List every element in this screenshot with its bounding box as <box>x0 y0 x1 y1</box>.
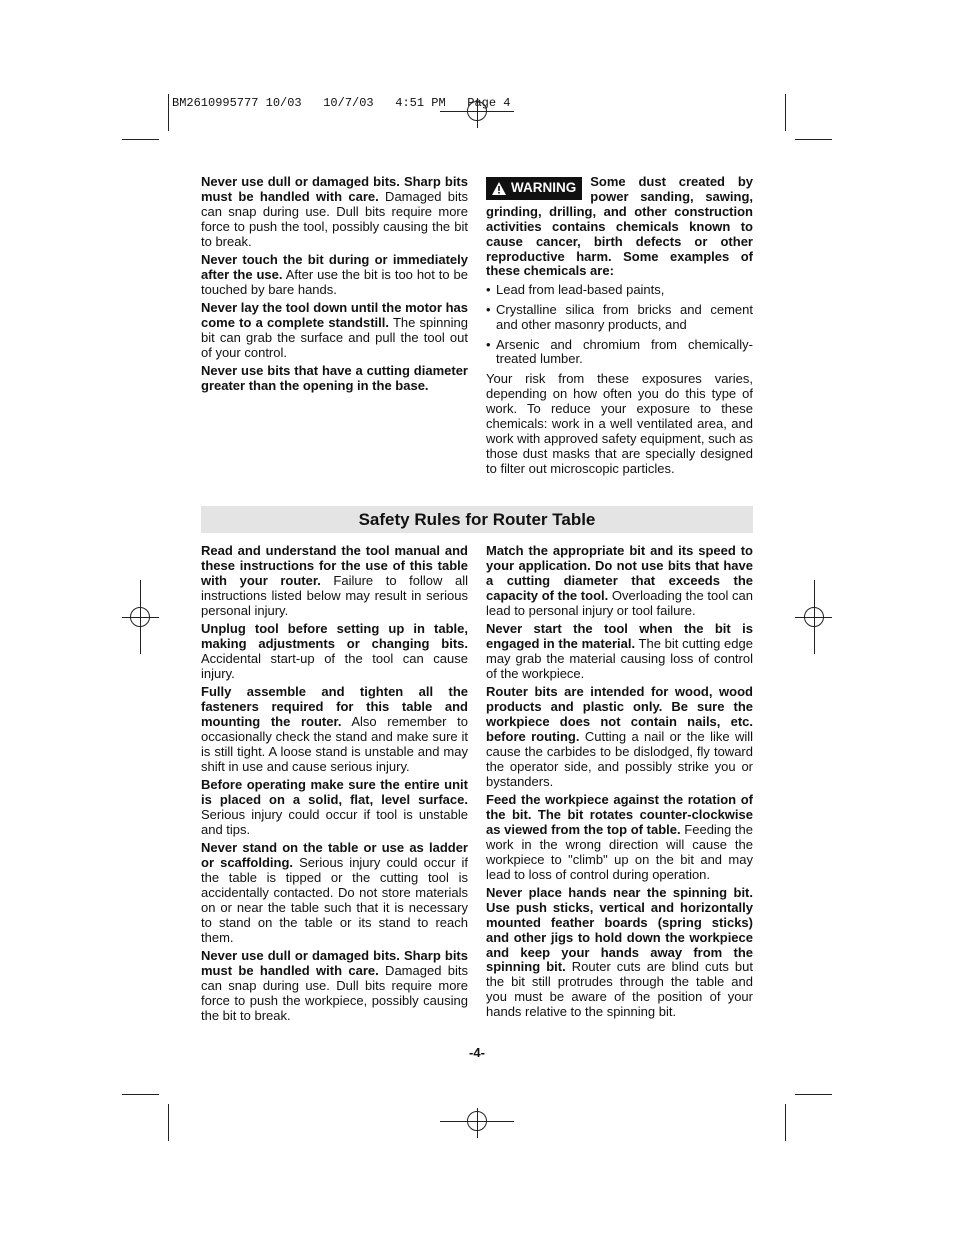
rule-paragraph: Never lay the tool down until the motor has come to a complete standstill. The spinning bit can grab the surface and pull the tool out of your control. <box>201 300 468 360</box>
crop-mark <box>785 1104 786 1141</box>
warning-closing: Your risk from these exposures varies, depending on how often you do this type of work. To reduce your exposure to these chemicals: work in a well ventilated area, and work with approved safety equipment, such as those dust masks that are specially designed to filter out microscopic particles. <box>486 371 753 476</box>
section-title: Safety Rules for Router Table <box>201 506 753 533</box>
rule-paragraph: Never place hands near the spinning bit. Use push sticks, vertical and horizontally mounted feather boards (spring sticks) and other jigs to hold down the workpiece and keep your hands away from the spinning bit. Router cuts are blind cuts but the bit still protrudes through the table and you must be aware of the position of your hands relative to the spinning bit. <box>486 884 754 1020</box>
rule-paragraph: Never stand on the table or use as ladder or scaffolding. Serious injury could occur if the table is tipped or the cutting tool is accidentally contacted. Do not store materials on or near the table such that it is necessary to stand on the table or its stand to reach them. <box>201 840 468 945</box>
warning-paragraph <box>486 175 753 279</box>
crop-mark <box>122 1094 159 1095</box>
rule-paragraph: Fully assemble and tighten all the fasteners required for this table and mounting the router. Also remember to occasionally check the stand and make sure it is still tight. A loose stand is unstable and may shift in use and cause serious injury. <box>201 684 468 774</box>
rule-paragraph: Before operating make sure the entire unit is placed on a solid, flat, level surface. Serious injury could occur if tool is unstable and tips. <box>201 777 468 837</box>
router-rules-right <box>486 544 753 1024</box>
registration-target-icon <box>804 607 824 627</box>
crop-mark <box>795 139 832 140</box>
rule-paragraph: Never use dull or damaged bits. Sharp bits must be handled with care. Damaged bits can snap during use. Dull bits require more force to push the tool, possibly causing the bit to break. <box>201 174 468 249</box>
crop-mark <box>785 94 786 131</box>
rule-paragraph: Never touch the bit during or immediately after the use. After use the bit is too hot to be touched by bare hands. <box>201 252 468 297</box>
crop-mark <box>168 1104 169 1141</box>
page-number: -4- <box>469 1045 485 1060</box>
rule-paragraph: Match the appropriate bit and its speed to your application. Do not use bits that have a cutting diameter that exceeds the capacity of the tool. Overloading the tool can lead to personal injury or tool failure. <box>486 543 753 618</box>
rule-paragraph: Never start the tool when the bit is engaged in the material. The bit cutting edge may grab the material causing loss of control of the workpiece. <box>486 621 753 681</box>
rule-paragraph: Feed the workpiece against the rotation of the bit. The bit rotates counter-clockwise as viewed from the top of table. Feeding the work in the wrong direction will cause the workpiece to "climb" up on the bit and may lead to loss of control during operation. <box>486 792 754 882</box>
rule-paragraph: Never use bits that have a cutting diameter greater than the opening in the base. <box>201 363 468 394</box>
crop-mark <box>795 1094 832 1095</box>
top-left-rules <box>201 175 468 398</box>
print-slug: BM2610995777 10/03 10/7/03 4:51 PM Page 4 <box>172 96 511 110</box>
warning-badge <box>486 177 582 200</box>
warning-lead: Some dust created by power sanding, sawing, grinding, drilling, and other construction activities contains chemicals known to cause cancer, birth defects or other reproductive harm. Some examples of these chemicals are: <box>486 174 753 279</box>
rule-paragraph: Read and understand the tool manual and these instructions for the use of this table with your router. Failure to follow all instructions listed below may result in serious personal injury. <box>201 543 468 618</box>
list-item: • Arsenic and chromium from chemically-treated lumber. <box>486 338 753 368</box>
registration-target-icon <box>467 1111 487 1131</box>
crop-mark <box>168 94 169 131</box>
rule-paragraph: Never use dull or damaged bits. Sharp bits must be handled with care. Damaged bits can snap during use. Dull bits require more force to push the workpiece, possibly causing the bit to break. <box>201 948 468 1023</box>
crop-mark <box>122 139 159 140</box>
list-item: • Crystalline silica from bricks and cement and other masonry products, and <box>486 303 753 333</box>
rule-paragraph: Unplug tool before setting up in table, making adjustments or changing bits. Accidental start-up of the tool can cause injury. <box>201 621 468 681</box>
registration-target-icon <box>130 607 150 627</box>
router-rules-left <box>201 544 468 1027</box>
warning-label: WARNING <box>511 180 577 196</box>
chemical-list <box>486 283 753 368</box>
warning-block <box>486 175 753 480</box>
rule-paragraph: Router bits are intended for wood, wood products and plastic only. Be sure the workpiece does not contain nails, etc. before routing. Cutting a nail or the like will cause the carbides to be dislodged, fly toward the operator side, and possibly strike you or bystanders. <box>486 684 754 789</box>
list-item: • Lead from lead-based paints, <box>486 283 753 298</box>
warning-triangle-icon <box>492 182 506 195</box>
